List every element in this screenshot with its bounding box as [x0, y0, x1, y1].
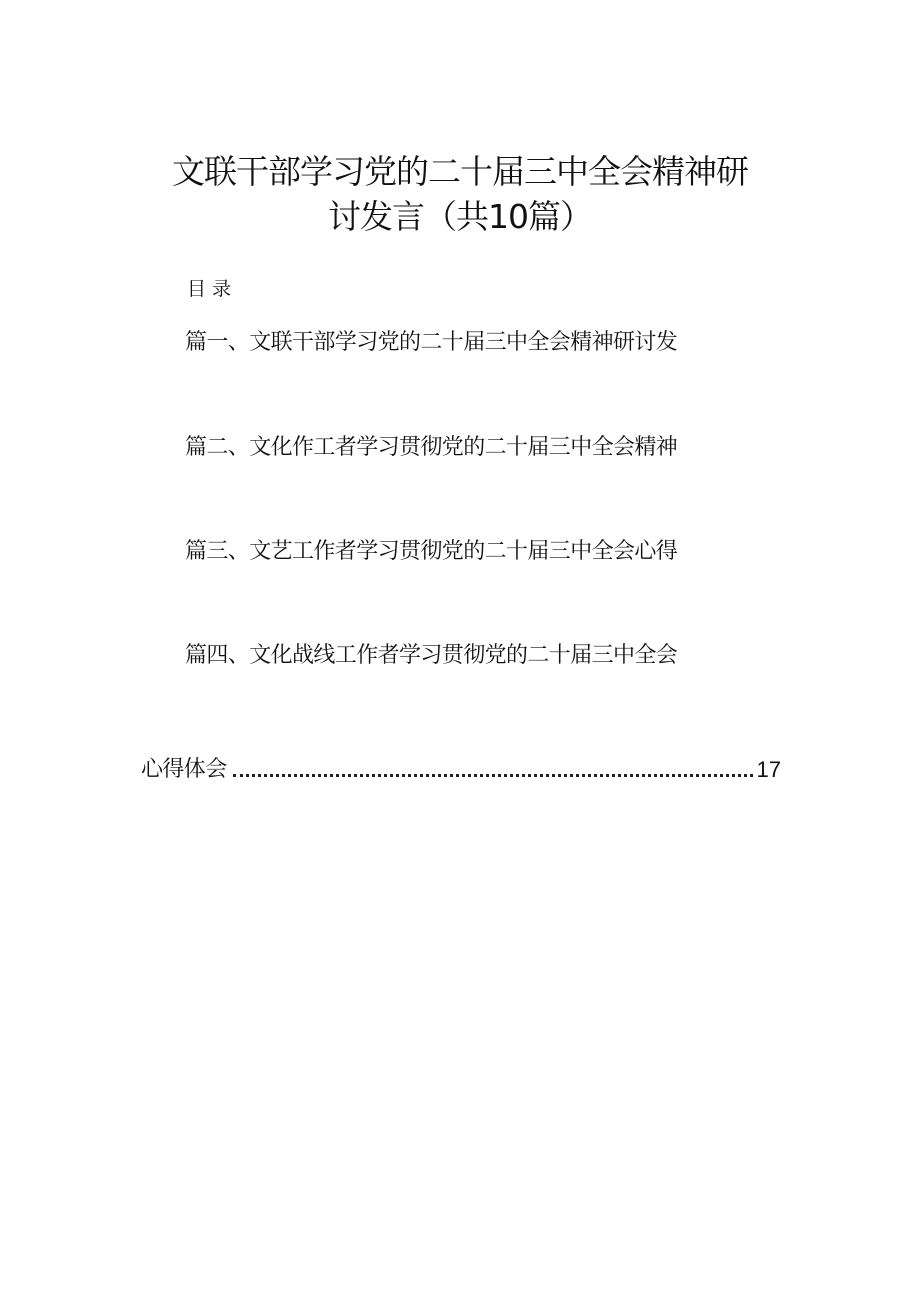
- toc-page-number: 17: [756, 757, 781, 782]
- toc-entry-2[interactable]: 篇二、文化作工者学习贯彻党的二十届三中全会精神: [185, 435, 678, 460]
- toc-entry-4[interactable]: 篇四、文化战线工作者学习贯彻党的二十届三中全会: [185, 643, 678, 668]
- document-title-line-2: 讨发言（共10篇）: [328, 197, 592, 236]
- toc-entry-continuation[interactable]: [141, 755, 781, 785]
- toc-entry-3[interactable]: 篇三、文艺工作者学习贯彻党的二十届三中全会心得: [185, 539, 678, 564]
- document-title-line-1: 文联干部学习党的二十届三中全会精神研: [172, 152, 748, 191]
- toc-entry-1[interactable]: 篇一、文联干部学习党的二十届三中全会精神研讨发: [185, 330, 678, 355]
- toc-continuation-label: 心得体会: [141, 757, 227, 782]
- toc-heading: 目录: [187, 278, 238, 300]
- toc-dot-leader: [233, 774, 753, 777]
